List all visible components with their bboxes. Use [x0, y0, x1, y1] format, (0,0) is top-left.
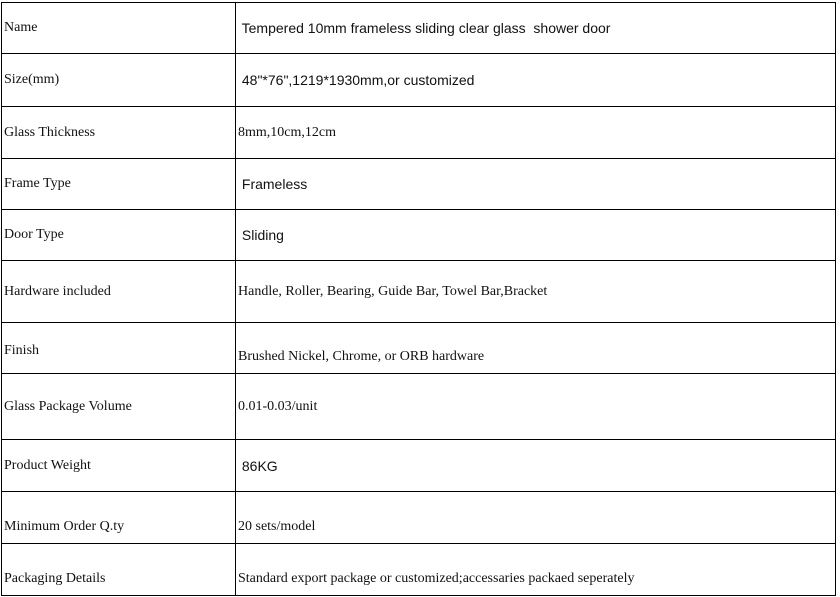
row-label-glass-thickness: Glass Thickness — [2, 107, 236, 159]
table-row — [2, 210, 836, 261]
table-row — [2, 261, 836, 323]
row-label-glass-package-volume: Glass Package Volume — [2, 374, 236, 440]
table-row — [2, 54, 836, 107]
row-label-finish: Finish — [2, 323, 236, 374]
spec-table — [1, 2, 836, 596]
table-row — [2, 323, 836, 374]
row-label-minimum-order: Minimum Order Q.ty — [2, 492, 236, 544]
table-row — [2, 3, 836, 54]
row-label-frame-type: Frame Type — [2, 159, 236, 210]
row-value-frame-type: Frameless — [236, 159, 836, 210]
row-value-finish: Brushed Nickel, Chrome, or ORB hardware — [236, 323, 836, 374]
table-row — [2, 492, 836, 544]
row-value-size: 48"*76",1219*1930mm,or customized — [236, 54, 836, 107]
row-value-glass-thickness: 8mm,10cm,12cm — [236, 107, 836, 159]
table-row — [2, 544, 836, 596]
row-value-glass-package-volume: 0.01-0.03/unit — [236, 374, 836, 440]
row-label-name: Name — [2, 3, 236, 54]
row-value-door-type: Sliding — [236, 210, 836, 261]
row-label-hardware-included: Hardware included — [2, 261, 236, 323]
table-row — [2, 440, 836, 492]
row-value-product-weight: 86KG — [236, 440, 836, 492]
row-value-minimum-order: 20 sets/model — [236, 492, 836, 544]
row-value-hardware-included: Handle, Roller, Bearing, Guide Bar, Towel Bar,Bracket — [236, 261, 836, 323]
row-label-product-weight: Product Weight — [2, 440, 236, 492]
row-value-packaging-details: Standard export package or customized;accessaries packaed seperately — [236, 544, 836, 596]
row-label-packaging-details: Packaging Details — [2, 544, 236, 596]
row-value-name: Tempered 10mm frameless sliding clear glass shower door — [236, 3, 836, 54]
table-row — [2, 374, 836, 440]
row-label-door-type: Door Type — [2, 210, 236, 261]
row-label-size: Size(mm) — [2, 54, 236, 107]
table-row — [2, 159, 836, 210]
table-row — [2, 107, 836, 159]
